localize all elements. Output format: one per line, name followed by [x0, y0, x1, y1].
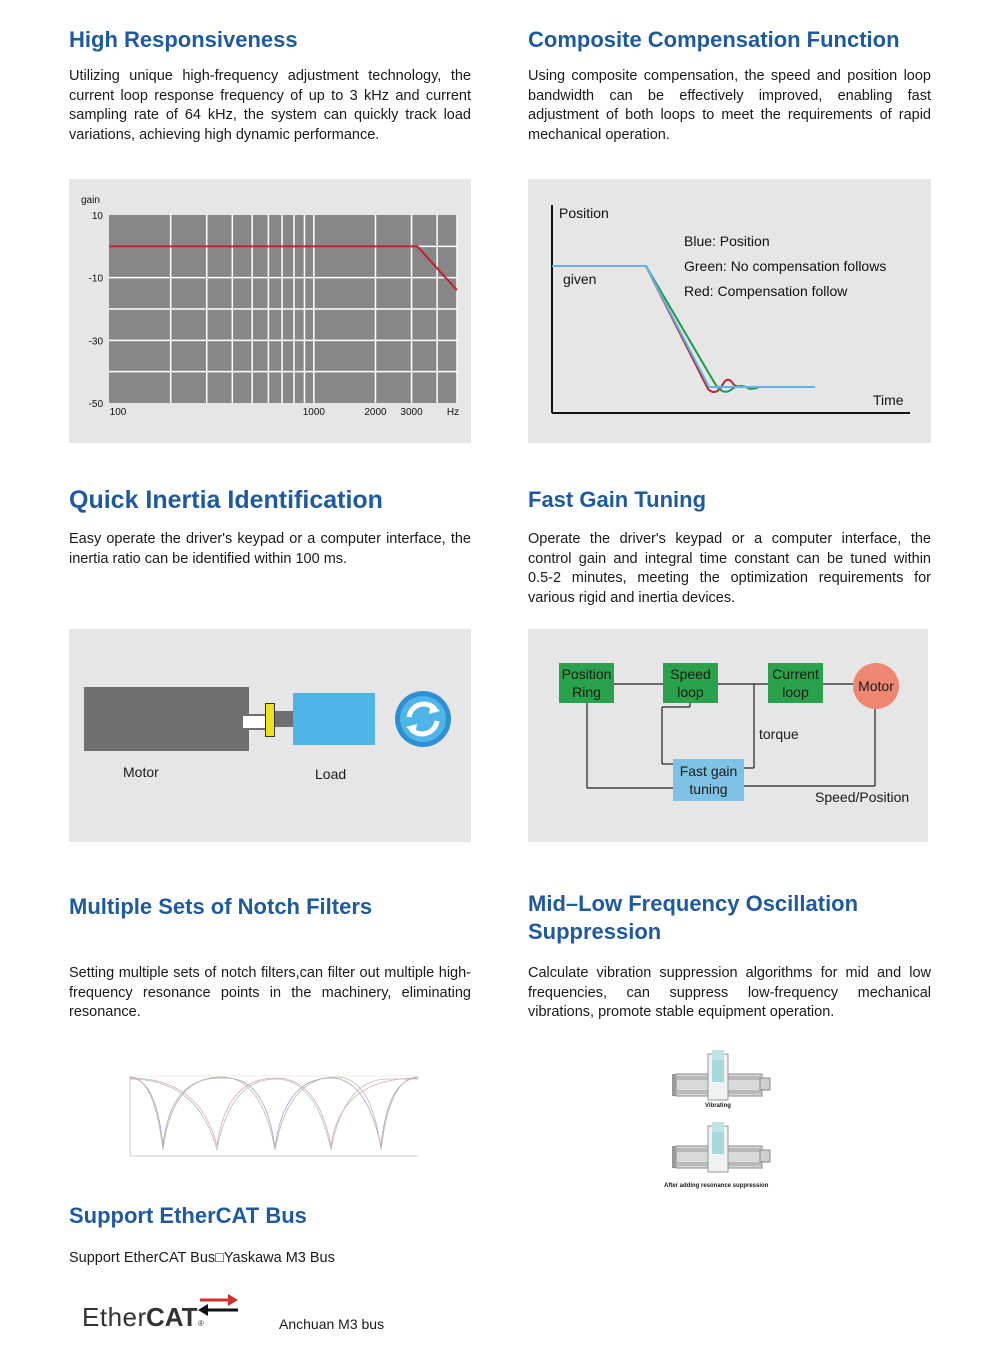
- load-shaft: [275, 711, 295, 727]
- section-text-fast-gain-tuning: Operate the driver's keypad or a computer interface, the control gain and integral time constant can be tuned within 0.5-2 minutes, meeting the optimization requirements for various rigid and inertia devices.: [528, 531, 931, 606]
- gain-tuning-diagram-panel: [528, 629, 928, 842]
- section-title-quick-inertia: Quick Inertia Identification: [69, 486, 383, 514]
- y-axis-label: gain: [81, 195, 100, 206]
- legend-red: Red: Compensation follow: [684, 283, 848, 299]
- given-label: given: [563, 271, 597, 287]
- y-tick-label: -30: [88, 336, 103, 348]
- speed-loop-block: Speed loop: [663, 663, 718, 703]
- x-tick-label: 3000: [400, 407, 423, 418]
- position-diagram: [528, 179, 931, 443]
- section-title-composite-compensation: Composite Compensation Function: [528, 27, 900, 52]
- x-tick-label: 1000: [302, 407, 325, 418]
- fast-gain-tuning-block: Fast gain tuning: [673, 759, 744, 801]
- speed-position-label: Speed/Position: [815, 789, 910, 805]
- anchuan-m3-bus-label: Anchuan M3 bus: [279, 1316, 385, 1332]
- motor-circle: Motor: [853, 663, 899, 709]
- motor-label: Motor: [123, 764, 159, 780]
- torque-label: torque: [759, 726, 799, 742]
- section-text-quick-inertia: Easy operate the driver's keypad or a computer interface, the inertia ratio can be identified within 100 ms.: [69, 531, 471, 567]
- vibrating-machine-image: [672, 1048, 772, 1110]
- y-tick-label: 10: [91, 211, 103, 222]
- section-title-ethercat: Support EtherCAT Bus: [69, 1203, 307, 1228]
- motor-block: [84, 687, 249, 751]
- section-title-oscillation-suppression: Mid–Low Frequency Oscillation Suppression: [528, 891, 859, 944]
- current-loop-block: Current loop: [768, 663, 823, 703]
- x-axis-label: Hz: [446, 407, 460, 418]
- y-axis-label: Position: [559, 205, 609, 221]
- gain-chart: [69, 179, 471, 443]
- suppressed-machine-image: [672, 1118, 772, 1180]
- position-diagram-panel: [528, 179, 931, 443]
- coupling: [265, 703, 275, 737]
- section-text-high-responsiveness: Utilizing unique high-frequency adjustment technology, the current loop response frequency of up to 3 kHz and current sampling rate of 64 kHz, the system can quickly track load variations, achieving high dynamic performance.: [69, 68, 471, 143]
- section-text-notch-filters: Setting multiple sets of notch filters,can filter out multiple high-frequency resonance points in the machinery, eliminating resonance.: [69, 965, 471, 1020]
- section-title-high-responsiveness: High Responsiveness: [69, 27, 298, 52]
- legend-green: Green: No compensation follows: [684, 258, 887, 274]
- section-text-composite-compensation: Using composite compensation, the speed and position loop bandwidth can be effectively improved, enabling fast adjustment of both loops to meet the requirements of rapid mechanical operation.: [528, 68, 931, 143]
- gain-tuning-lines: [528, 629, 928, 842]
- y-tick-label: -50: [88, 399, 103, 410]
- vibrating-caption: Vibrating: [705, 1103, 731, 1109]
- ethercat-logo: [82, 1292, 242, 1336]
- legend-blue: Blue: Position: [684, 233, 770, 249]
- section-text-ethercat: Support EtherCAT Bus□Yaskawa M3 Bus: [69, 1250, 335, 1266]
- ethercat-logo-ether: Ether: [82, 1302, 147, 1332]
- section-text-oscillation-suppression: Calculate vibration suppression algorithms for mid and low frequencies, can suppress low-frequency mechanical vibrations, promote stable equipment operation.: [528, 965, 931, 1020]
- ethercat-logo-registered: ®: [198, 1319, 204, 1328]
- notch-filter-plot: [126, 1072, 422, 1160]
- y-tick-label: -10: [88, 273, 103, 285]
- position-ring-block: Position Ring: [559, 663, 614, 703]
- x-axis-label: Time: [873, 392, 904, 408]
- load-label: Load: [315, 766, 347, 782]
- after-suppression-caption: After adding resonance suppression: [664, 1183, 769, 1189]
- inertia-diagram-panel: [69, 629, 471, 842]
- x-tick-label: 100: [109, 407, 127, 418]
- section-title-notch-filters: Multiple Sets of Notch Filters: [69, 894, 373, 919]
- x-tick-label: 2000: [364, 407, 387, 418]
- gain-chart-panel: [69, 179, 471, 443]
- load-block: [293, 693, 375, 745]
- section-title-fast-gain-tuning: Fast Gain Tuning: [528, 487, 707, 512]
- refresh-icon: [393, 689, 453, 749]
- ethercat-logo-cat: CAT: [146, 1302, 198, 1332]
